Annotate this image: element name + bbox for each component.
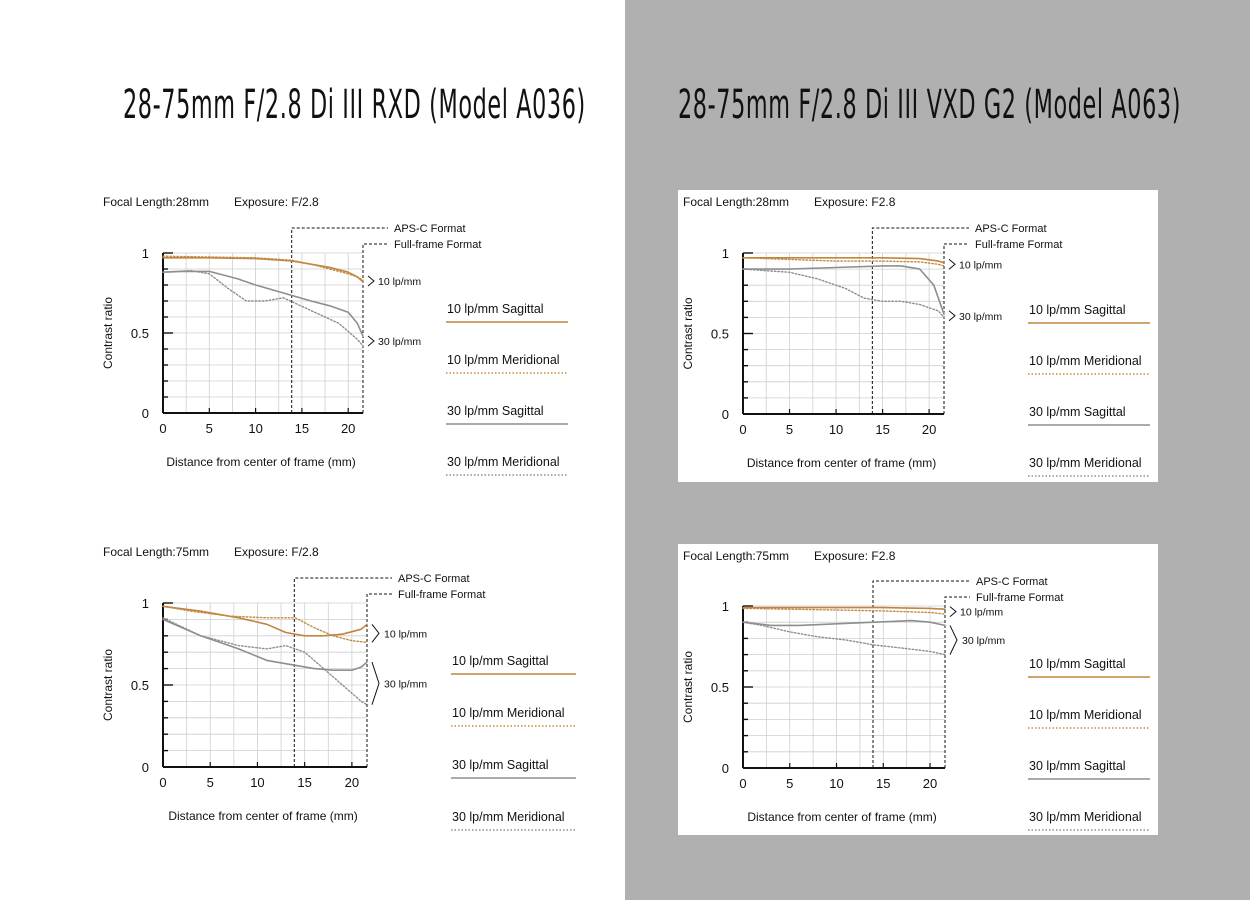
chart-grid: [743, 253, 944, 414]
bracket-10lpmm-label: 10 lp/mm: [378, 276, 422, 288]
bracket-30lpmm-label: 30 lp/mm: [378, 336, 422, 348]
x-tick-label: 10: [250, 775, 265, 790]
legend-label: 30 lp/mm Sagittal: [447, 404, 544, 418]
bracket-30lpmm-label: 30 lp/mm: [962, 635, 1006, 648]
bracket-10lpmm-label: 10 lp/mm: [384, 628, 428, 641]
x-axis-title: Distance from center of frame (mm): [746, 456, 937, 470]
legend-label: 30 lp/mm Meridional: [1029, 456, 1142, 470]
y-tick-label: 0.5: [710, 326, 729, 342]
x-tick-label: 10: [829, 776, 844, 791]
apsc-boundary-line: [872, 228, 969, 414]
x-tick-label: 15: [875, 422, 890, 437]
x-tick-label: 0: [159, 421, 167, 436]
legend-label: 10 lp/mm Meridional: [1029, 708, 1142, 722]
series-line-10-lp-mm-meridional: [743, 608, 945, 614]
legend-label: 30 lp/mm Sagittal: [452, 758, 549, 772]
y-axis-title: Contrast ratio: [101, 296, 115, 370]
series-line-30-lp-mm-meridional: [163, 271, 363, 346]
focal-length-label: Focal Length:75mm: [103, 545, 210, 559]
legend-label: 30 lp/mm Meridional: [452, 810, 565, 824]
x-tick-label: 20: [921, 422, 937, 437]
bracket-30lpmm-bracket: [949, 311, 955, 321]
y-tick-label: 0: [141, 760, 149, 775]
model-title-a063: 28-75mm F/2.8 Di III VXD G2 (Model A063): [678, 82, 1182, 128]
full-frame-boundary-line: [945, 597, 970, 768]
focal-length-label: Focal Length:75mm: [683, 549, 790, 563]
y-axis-title: Contrast ratio: [101, 648, 115, 722]
y-tick-label: 0.5: [130, 678, 149, 693]
x-tick-label: 10: [828, 422, 844, 437]
series-line-30-lp-mm-sagittal: [163, 619, 367, 670]
x-tick-label: 5: [786, 776, 794, 791]
chart-grid: [743, 606, 945, 768]
legend-label: 30 lp/mm Meridional: [447, 455, 560, 469]
apsc-boundary-line: [292, 228, 388, 413]
series-line-30-lp-mm-sagittal: [743, 266, 944, 314]
apsc-format-label: APS-C Format: [975, 223, 1047, 235]
chart-grid: [163, 253, 363, 413]
y-tick-label: 0.5: [710, 680, 729, 695]
bracket-30lpmm-bracket: [950, 625, 957, 654]
legend-label: 30 lp/mm Sagittal: [1029, 405, 1126, 419]
apsc-format-label: APS-C Format: [976, 576, 1048, 588]
x-tick-label: 20: [922, 776, 938, 791]
full-frame-format-label: Full-frame Format: [975, 239, 1063, 251]
bracket-30lpmm-label: 30 lp/mm: [384, 678, 428, 691]
exposure-label: Exposure: F/2.8: [234, 195, 319, 209]
x-tick-label: 0: [739, 776, 747, 791]
x-tick-label: 15: [294, 421, 310, 436]
y-tick-label: 1: [141, 596, 149, 611]
legend-label: 10 lp/mm Meridional: [1029, 354, 1142, 368]
full-frame-boundary-line: [363, 244, 388, 413]
series-line-30-lp-mm-sagittal: [743, 621, 945, 626]
series-line-30-lp-mm-meridional: [163, 618, 367, 705]
mtf-chart-2: [681, 195, 1150, 476]
y-tick-label: 0: [721, 407, 729, 422]
x-tick-label: 5: [205, 421, 213, 436]
full-frame-format-label: Full-frame Format: [398, 589, 486, 601]
bracket-30lpmm-bracket: [372, 662, 379, 705]
exposure-label: Exposure: F/2.8: [234, 545, 319, 559]
exposure-label: Exposure: F2.8: [814, 549, 896, 563]
bracket-10lpmm-label: 10 lp/mm: [960, 606, 1004, 619]
focal-length-label: Focal Length:28mm: [103, 195, 210, 209]
x-axis-title: Distance from center of frame (mm): [168, 809, 358, 823]
bracket-10lpmm-bracket: [372, 624, 379, 642]
full-frame-format-label: Full-frame Format: [976, 592, 1064, 604]
exposure-label: Exposure: F2.8: [814, 195, 896, 209]
bracket-10lpmm-bracket: [950, 607, 956, 617]
y-tick-label: 1: [721, 599, 729, 614]
series-line-10-lp-mm-sagittal: [163, 606, 367, 636]
legend-label: 30 lp/mm Sagittal: [1029, 759, 1126, 773]
x-tick-label: 5: [206, 775, 214, 790]
bracket-30lpmm-label: 30 lp/mm: [959, 310, 1003, 323]
x-axis-title: Distance from center of frame (mm): [166, 455, 356, 469]
apsc-format-label: APS-C Format: [394, 223, 466, 235]
apsc-boundary-line: [294, 578, 392, 767]
legend-label: 10 lp/mm Meridional: [452, 706, 565, 720]
mtf-chart-4: [681, 549, 1150, 830]
full-frame-format-label: Full-frame Format: [394, 239, 482, 251]
y-axis-title: Contrast ratio: [681, 650, 695, 724]
x-tick-label: 15: [876, 776, 891, 791]
y-tick-label: 0: [721, 761, 729, 776]
legend-label: 10 lp/mm Sagittal: [1029, 657, 1126, 671]
y-axis-title: Contrast ratio: [681, 297, 695, 370]
legend-label: 10 lp/mm Meridional: [447, 353, 560, 367]
legend-label: 30 lp/mm Meridional: [1029, 810, 1142, 824]
y-tick-label: 0: [141, 406, 149, 421]
bracket-10lpmm-bracket: [949, 259, 955, 269]
apsc-format-label: APS-C Format: [398, 573, 470, 585]
legend-label: 10 lp/mm Sagittal: [447, 302, 544, 316]
legend-label: 10 lp/mm Sagittal: [1029, 303, 1126, 317]
series-line-30-lp-mm-meridional: [743, 269, 944, 317]
y-tick-label: 0.5: [130, 326, 149, 341]
x-tick-label: 20: [340, 421, 356, 436]
x-tick-label: 0: [159, 775, 167, 790]
y-tick-label: 1: [141, 246, 149, 261]
x-tick-label: 15: [297, 775, 312, 790]
mtf-chart-1: [101, 195, 568, 475]
x-tick-label: 10: [248, 421, 263, 436]
x-axis-title: Distance from center of frame (mm): [747, 810, 937, 824]
series-line-10-lp-mm-sagittal: [743, 608, 945, 610]
x-tick-label: 20: [344, 775, 360, 790]
chart-grid: [163, 603, 367, 767]
model-title-a036: 28-75mm F/2.8 Di III RXD (Model A036): [123, 82, 586, 128]
y-tick-label: 1: [721, 246, 729, 261]
mtf-chart-3: [101, 545, 576, 830]
x-tick-label: 0: [739, 422, 747, 437]
legend-label: 10 lp/mm Sagittal: [452, 654, 549, 668]
bracket-30lpmm-bracket: [368, 336, 374, 346]
bracket-10lpmm-label: 10 lp/mm: [959, 259, 1003, 272]
bracket-10lpmm-bracket: [368, 276, 374, 286]
series-line-30-lp-mm-sagittal: [163, 271, 363, 336]
focal-length-label: Focal Length:28mm: [683, 195, 790, 209]
x-tick-label: 5: [785, 422, 794, 437]
